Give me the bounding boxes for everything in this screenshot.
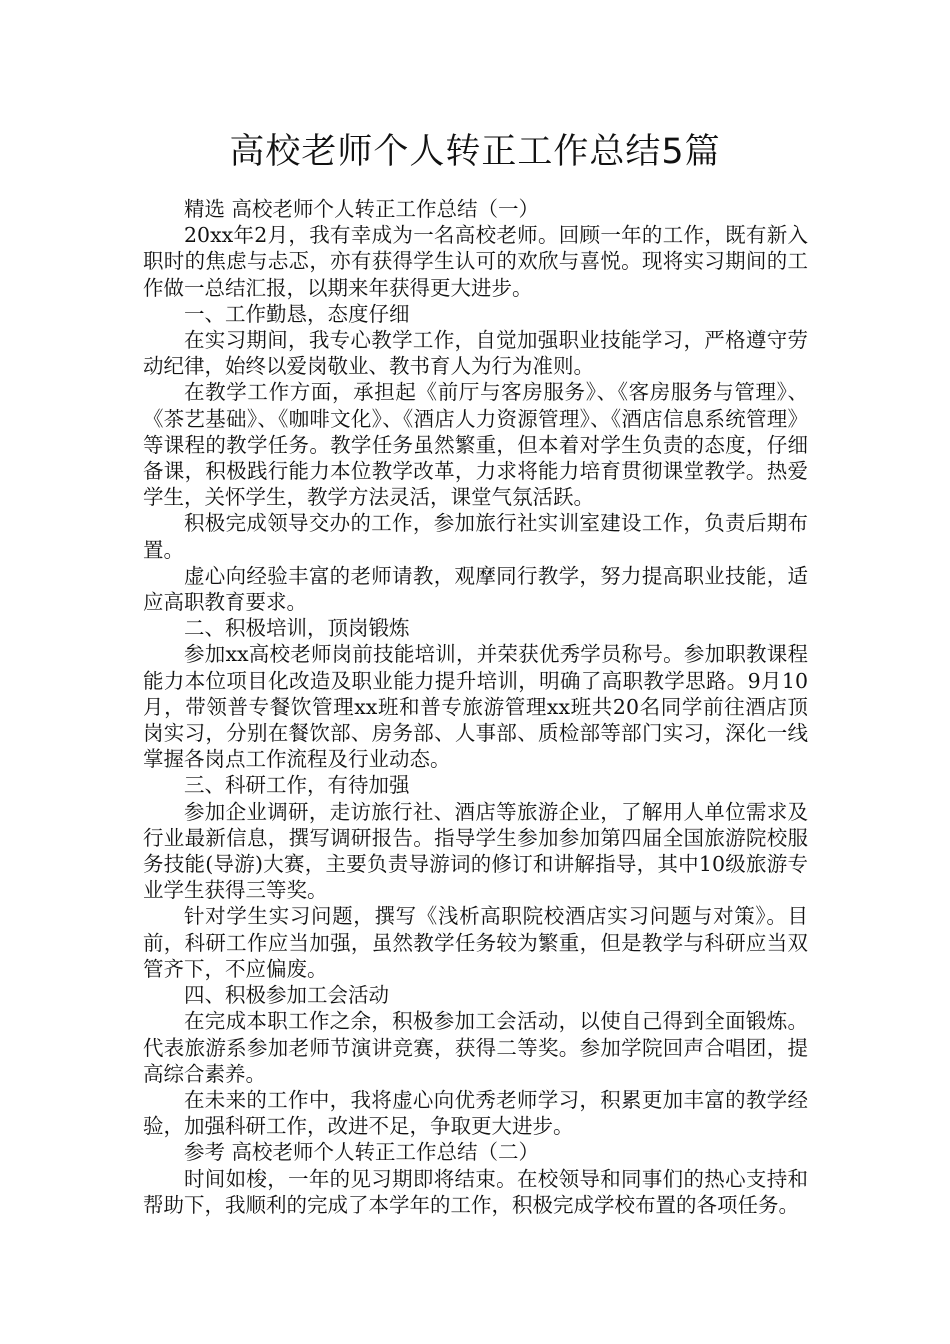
paragraph: 参加xx高校老师岗前技能培训，并荣获优秀学员称号。参加职教课程能力本位项目化改造及职业能力提升培训，明确了高职教学思路。9月10月，带领普专餐饮管理xx班和普专旅游管理xx班共20名同学前往酒店顶岗实习，分别在餐饮部、房务部、人事部、质检部等部门实习，深化一线掌握各岗点工作流程及行业动态。 bbox=[143, 642, 808, 772]
document-body bbox=[143, 196, 808, 1218]
paragraph: 针对学生实习问题，撰写《浅析高职院校酒店实习问题与对策》。目前，科研工作应当加强，虽然教学任务较为繁重，但是教学与科研应当双管齐下，不应偏废。 bbox=[143, 904, 808, 981]
section-heading: 四、积极参加工会活动 bbox=[184, 983, 389, 1008]
paragraph: 积极完成领导交办的工作，参加旅行社实训室建设工作，负责后期布置。 bbox=[143, 511, 808, 562]
section-heading: 参考 高校老师个人转正工作总结（二） bbox=[184, 1140, 540, 1165]
section-heading: 一、工作勤恳，态度仔细 bbox=[184, 301, 410, 326]
document-title: 高校老师个人转正工作总结5篇 bbox=[229, 132, 721, 172]
paragraph: 参加企业调研，走访旅行社、酒店等旅游企业，了解用人单位需求及行业最新信息，撰写调研报告。指导学生参加参加第四届全国旅游院校服务技能(导游)大赛，主要负责导游词的修订和讲解指导，其中10级旅游专业学生获得三等奖。 bbox=[143, 799, 808, 903]
paragraph: 20xx年2月，我有幸成为一名高校老师。回顾一年的工作，既有新入职时的焦虑与忐忑，亦有获得学生认可的欢欣与喜悦。现将实习期间的工作做一总结汇报，以期来年获得更大进步。 bbox=[143, 223, 808, 300]
paragraph: 时间如梭，一年的见习期即将结束。在校领导和同事们的热心支持和帮助下，我顺利的完成了本学年的工作，积极完成学校布置的各项任务。 bbox=[143, 1166, 808, 1217]
paragraph: 在未来的工作中，我将虚心向优秀老师学习，积累更加丰富的教学经验，加强科研工作，改进不足，争取更大进步。 bbox=[143, 1087, 808, 1139]
section-heading: 三、科研工作，有待加强 bbox=[184, 773, 410, 798]
paragraph: 虚心向经验丰富的老师请教，观摩同行教学，努力提高职业技能，适应高职教育要求。 bbox=[143, 563, 808, 615]
section-heading: 精选 高校老师个人转正工作总结（一） bbox=[184, 197, 540, 221]
paragraph: 在实习期间，我专心教学工作，自觉加强职业技能学习，严格遵守劳动纪律，始终以爱岗敬业、教书育人为行为准则。 bbox=[143, 328, 808, 379]
section-heading: 二、积极培训，顶岗锻炼 bbox=[184, 616, 410, 641]
paragraph: 在教学工作方面，承担起《前厅与客房服务》、《客房服务与管理》、《茶艺基础》、《咖啡文化》、《酒店人力资源管理》、《酒店信息系统管理》等课程的教学任务。教学任务虽然繁重，但本着对学生负责的态度，仔细备课，积极践行能力本位教学改革，力求将能力培育贯彻课堂教学。热爱学生，关怀学生，教学方法灵活，课堂气氛活跃。 bbox=[143, 380, 808, 510]
paragraph: 在完成本职工作之余，积极参加工会活动，以使自己得到全面锻炼。代表旅游系参加老师节演讲竞赛，获得二等奖。参加学院回声合唱团，提高综合素养。 bbox=[143, 1009, 808, 1086]
